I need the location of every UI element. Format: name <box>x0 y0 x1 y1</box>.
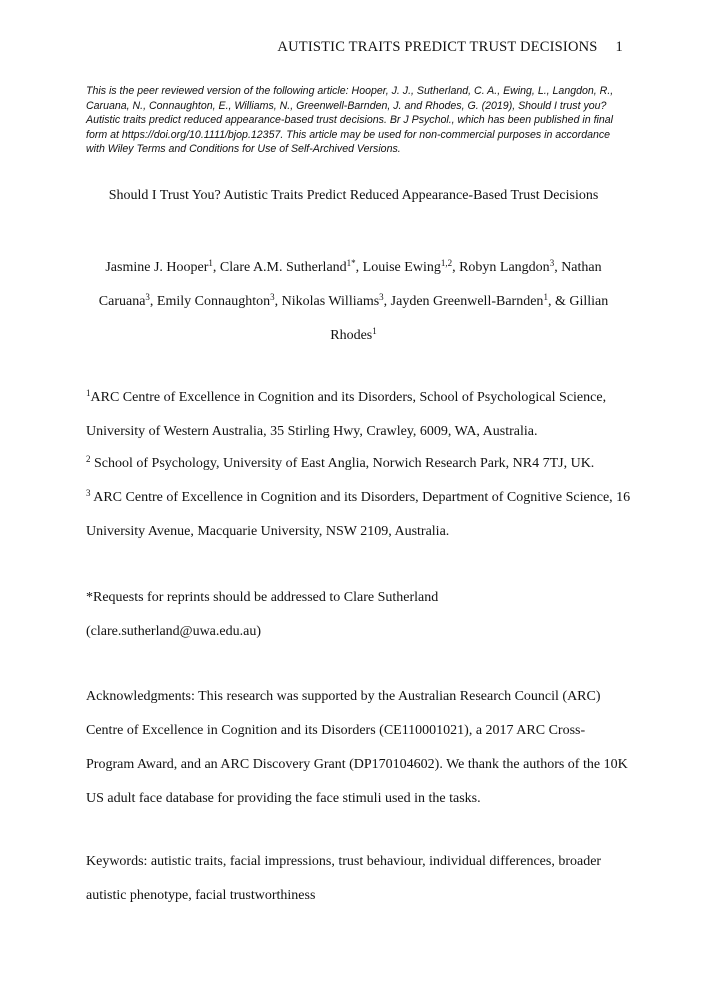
author: Louise Ewing$^{1,2}$, <box>362 258 460 275</box>
reprint-line: *Requests for reprints should be addressed to Clare Sutherland <box>86 590 439 605</box>
running-head-title: AUTISTIC TRAITS PREDICT TRUST DECISIONS <box>277 39 598 55</box>
author: Clare A.M. Sutherland$^{1*}$, <box>219 258 363 275</box>
affiliation-2: $^2$ School of Psychology, University of East Anglia, Norwich Research Park, NR4 7TJ, UK. <box>86 454 595 471</box>
affiliation-1: $^1$ARC Centre of Excellence in Cognition and its Disorders, School of Psychological Science, University of Western Australia, 35 Stirling Hwy, Crawley, 6009, WA, Australia. <box>86 388 607 439</box>
author: Robyn Langdon$^3$, <box>459 258 562 275</box>
author: Emily Connaughton$^3$, <box>156 292 282 309</box>
page-number: 1 <box>615 39 623 55</box>
contact-email: (clare.sutherland@uwa.edu.au) <box>86 624 261 639</box>
affiliation-3: $^3$ ARC Centre of Excellence in Cognition and its Disorders, Department of Cognitive Science, 16 University Avenue, Macquarie University, NSW 2109, Australia. <box>86 488 631 539</box>
author: Jayden Greenwell-Barnden$^1$, & <box>390 292 570 309</box>
reprint-request <box>86 581 631 649</box>
publication-notice: This is the peer reviewed version of the following article: Hooper, J. J., Sutherland, C. A., Ewing, L., Langdon, R., Caruana, N., Connaughton, E., Williams, N., Greenwell-Barnden, J. and Rhodes, G. (2019), Should I trust you? Autistic traits predict reduced appearance-based trust decisions. Br J Psychol., which has been published in final form at https://doi.org/10.1111/bjop.12357. This article may be used for non-commercial purposes in accordance with Wiley Terms and Conditions for Use of Self-Archived Versions. <box>86 85 614 156</box>
running-head <box>277 39 623 56</box>
paper-title: Should I Trust You? Autistic Traits Predict Reduced Appearance-Based Trust Decisions <box>108 188 599 203</box>
keywords: Keywords: autistic traits, facial impressions, trust behaviour, individual differences, broader autistic phenotype, facial trustworthiness <box>86 854 602 903</box>
author: Nikolas Williams$^3$, <box>281 292 391 309</box>
author: Nathan Caruana$^3$, <box>98 260 602 309</box>
acknowledgments: Acknowledgments: This research was supported by the Australian Research Council (ARC) Centre of Excellence in Cognition and its Disorders (CE110001021), a 2017 ARC Cross-Program Award, and an ARC Discovery Grant (DP170104602). We thank the authors of the 10K US adult face database for providing the face stimuli used in the tasks. <box>86 689 628 806</box>
author: Jasmine J. Hooper$^1$, <box>105 258 220 275</box>
author-list <box>86 251 621 353</box>
author: Gillian Rhodes$^1$ <box>330 294 609 343</box>
